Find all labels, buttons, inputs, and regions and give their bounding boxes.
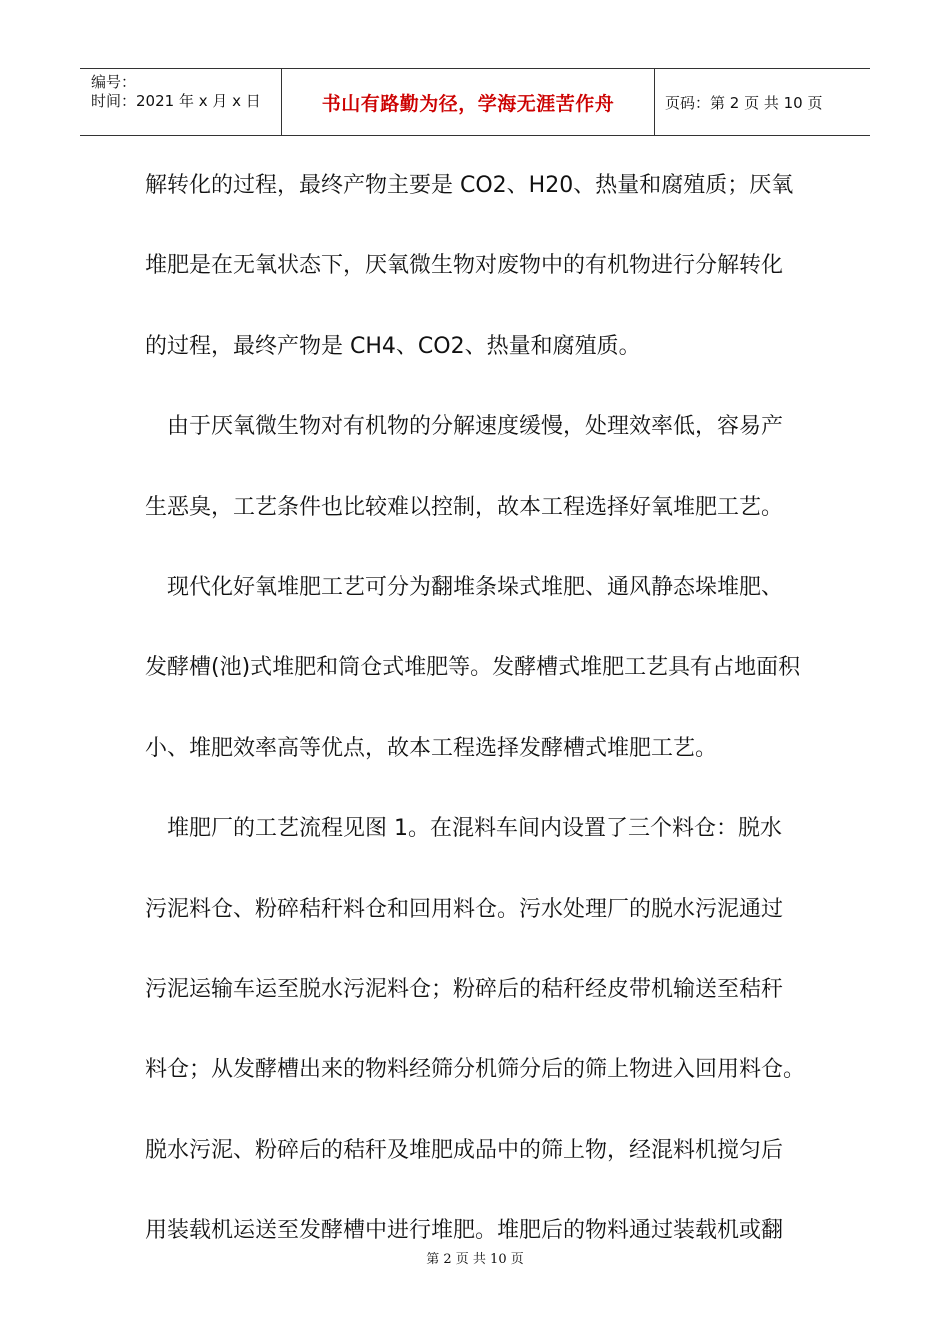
text-line: 堆肥厂的工艺流程见图 1。在混料车间内设置了三个料仓：脱水 bbox=[145, 816, 782, 842]
text-line: 发酵槽(池)式堆肥和筒仓式堆肥等。发酵槽式堆肥工艺具有占地面积 bbox=[145, 655, 801, 681]
header-motto: 书山有路勤为径，学海无涯苦作舟 bbox=[282, 69, 655, 135]
text-line: 料仓；从发酵槽出来的物料经筛分机筛分后的筛上物进入回用料仓。 bbox=[145, 1057, 806, 1083]
text-line: 堆肥是在无氧状态下，厌氧微生物对废物中的有机物进行分解转化 bbox=[145, 253, 784, 279]
text-line: 由于厌氧微生物对有机物的分解速度缓慢，处理效率低，容易产 bbox=[145, 414, 784, 440]
header-page-info: 页码：第 2 页 共 10 页 bbox=[665, 93, 823, 112]
text-line: 污泥运输车运至脱水污泥料仓；粉碎后的秸秆经皮带机输送至秸秆 bbox=[145, 976, 784, 1002]
text-line: 小、堆肥效率高等优点，故本工程选择发酵槽式堆肥工艺。 bbox=[145, 735, 718, 761]
document-number-label: 编号： bbox=[91, 73, 137, 91]
document-body bbox=[145, 160, 810, 1285]
header-meta bbox=[80, 69, 282, 135]
text-line: 现代化好氧堆肥工艺可分为翻堆条垛式堆肥、通风静态垛堆肥、 bbox=[145, 574, 784, 600]
page-header bbox=[80, 68, 870, 136]
text-line: 脱水污泥、粉碎后的秸秆及堆肥成品中的筛上物，经混料机搅匀后 bbox=[145, 1137, 784, 1163]
text-line: 解转化的过程，最终产物主要是 CO2、H20、热量和腐殖质；厌氧 bbox=[145, 173, 794, 198]
text-line: 用装载机运送至发酵槽中进行堆肥。堆肥后的物料通过装载机或翻 bbox=[145, 1218, 784, 1244]
text-line: 生恶臭，工艺条件也比较难以控制，故本工程选择好氧堆肥工艺。 bbox=[145, 494, 784, 520]
document-date: 时间：2021 年 x 月 x 日 bbox=[91, 92, 261, 110]
text-line: 的过程，最终产物是 CH4、CO2、热量和腐殖质。 bbox=[145, 333, 641, 359]
page-footer: 第 2 页 共 10 页 bbox=[426, 1252, 524, 1267]
text-line: 污泥料仓、粉碎秸秆料仓和回用料仓。污水处理厂的脱水污泥通过 bbox=[145, 896, 784, 922]
